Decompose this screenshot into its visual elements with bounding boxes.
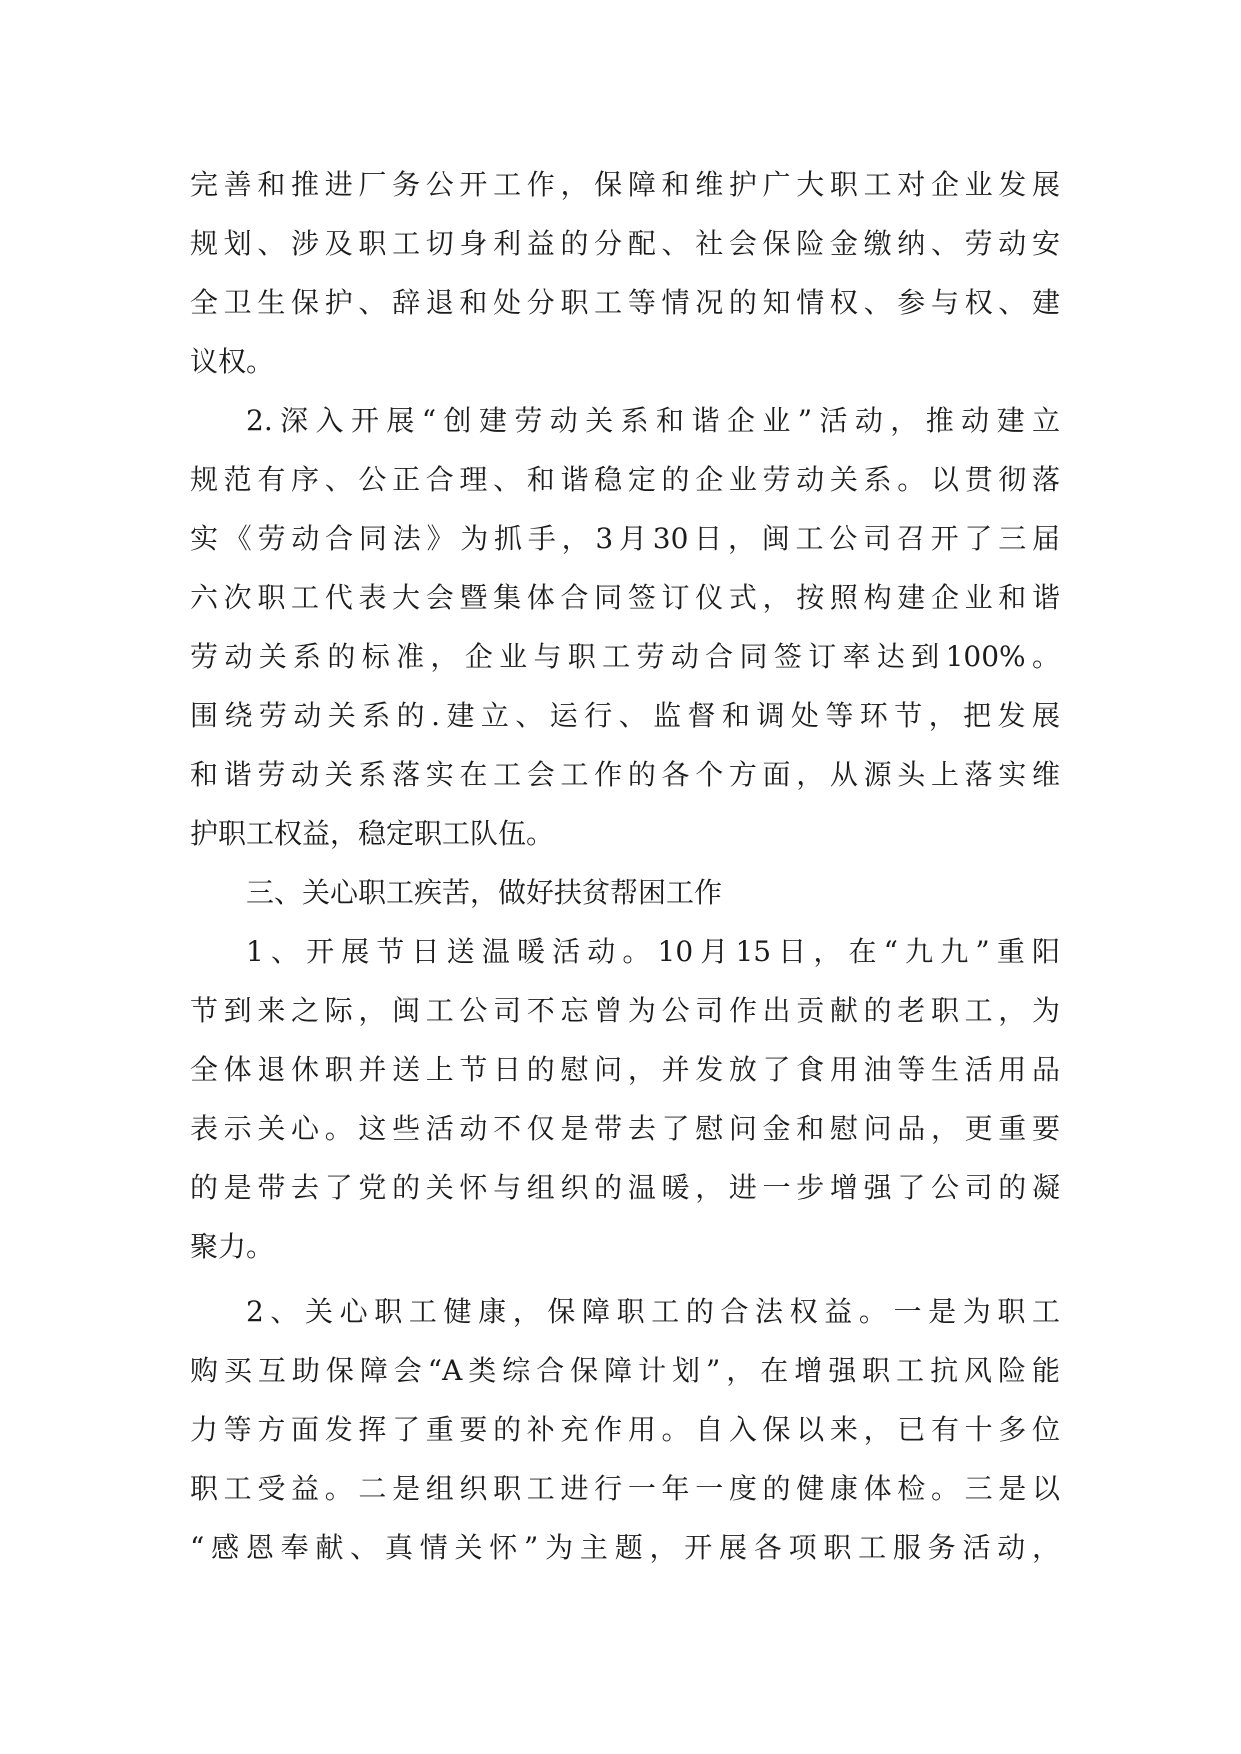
text-line: 2.深入开展“创建劳动关系和谐企业”活动，推动建立: [246, 404, 1060, 437]
paragraph: [190, 922, 1060, 1276]
document-body: [190, 155, 1060, 1577]
text-line: 议权。: [190, 345, 275, 378]
text-line: 全体退休职并送上节日的慰问，并发放了食用油等生活用品: [190, 1053, 1060, 1086]
section-heading: [190, 863, 1060, 922]
text-line: 六次职工代表大会暨集体合同签订仪式，按照构建企业和谐: [190, 581, 1060, 614]
text-line: 职工受益。二是组织职工进行一年一度的健康体检。三是以: [190, 1472, 1060, 1505]
paragraph: [190, 155, 1060, 391]
text-line: 和谐劳动关系落实在工会工作的各个方面，从源头上落实维: [190, 758, 1060, 791]
text-line: 护职工权益，稳定职工队伍。: [190, 817, 555, 850]
heading-text: 三、关心职工疾苦，做好扶贫帮困工作: [246, 876, 723, 909]
text-line: 节到来之际，闽工公司不忘曾为公司作出贡献的老职工，为: [190, 994, 1060, 1027]
text-line: “感恩奉献、真情关怀”为主题，开展各项职工服务活动，: [190, 1531, 1060, 1564]
text-line: 购买互助保障会“A类综合保障计划”，在增强职工抗风险能: [190, 1354, 1060, 1387]
text-line: 围绕劳动关系的.建立、运行、监督和调处等环节，把发展: [190, 699, 1060, 732]
text-line: 2、关心职工健康，保障职工的合法权益。一是为职工: [246, 1295, 1060, 1328]
paragraph: [190, 1282, 1060, 1577]
text-line: 力等方面发挥了重要的补充作用。自入保以来，已有十多位: [190, 1413, 1060, 1446]
text-line: 聚力。: [190, 1230, 275, 1263]
text-line: 规划、涉及职工切身利益的分配、社会保险金缴纳、劳动安: [190, 227, 1060, 260]
text-line: 实《劳动合同法》为抓手，3月30日，闽工公司召开了三届: [190, 522, 1060, 555]
paragraph: [190, 391, 1060, 863]
text-line: 完善和推进厂务公开工作，保障和维护广大职工对企业发展: [190, 168, 1060, 201]
text-line: 的是带去了党的关怀与组织的温暖，进一步增强了公司的凝: [190, 1171, 1060, 1204]
text-line: 表示关心。这些活动不仅是带去了慰问金和慰问品，更重要: [190, 1112, 1060, 1145]
text-line: 规范有序、公正合理、和谐稳定的企业劳动关系。以贯彻落: [190, 463, 1060, 496]
text-line: 劳动关系的标准，企业与职工劳动合同签订率达到100%。: [190, 640, 1060, 673]
text-line: 1、开展节日送温暖活动。10月15日，在“九九”重阳: [246, 935, 1060, 968]
text-line: 全卫生保护、辞退和处分职工等情况的知情权、参与权、建: [190, 286, 1060, 319]
